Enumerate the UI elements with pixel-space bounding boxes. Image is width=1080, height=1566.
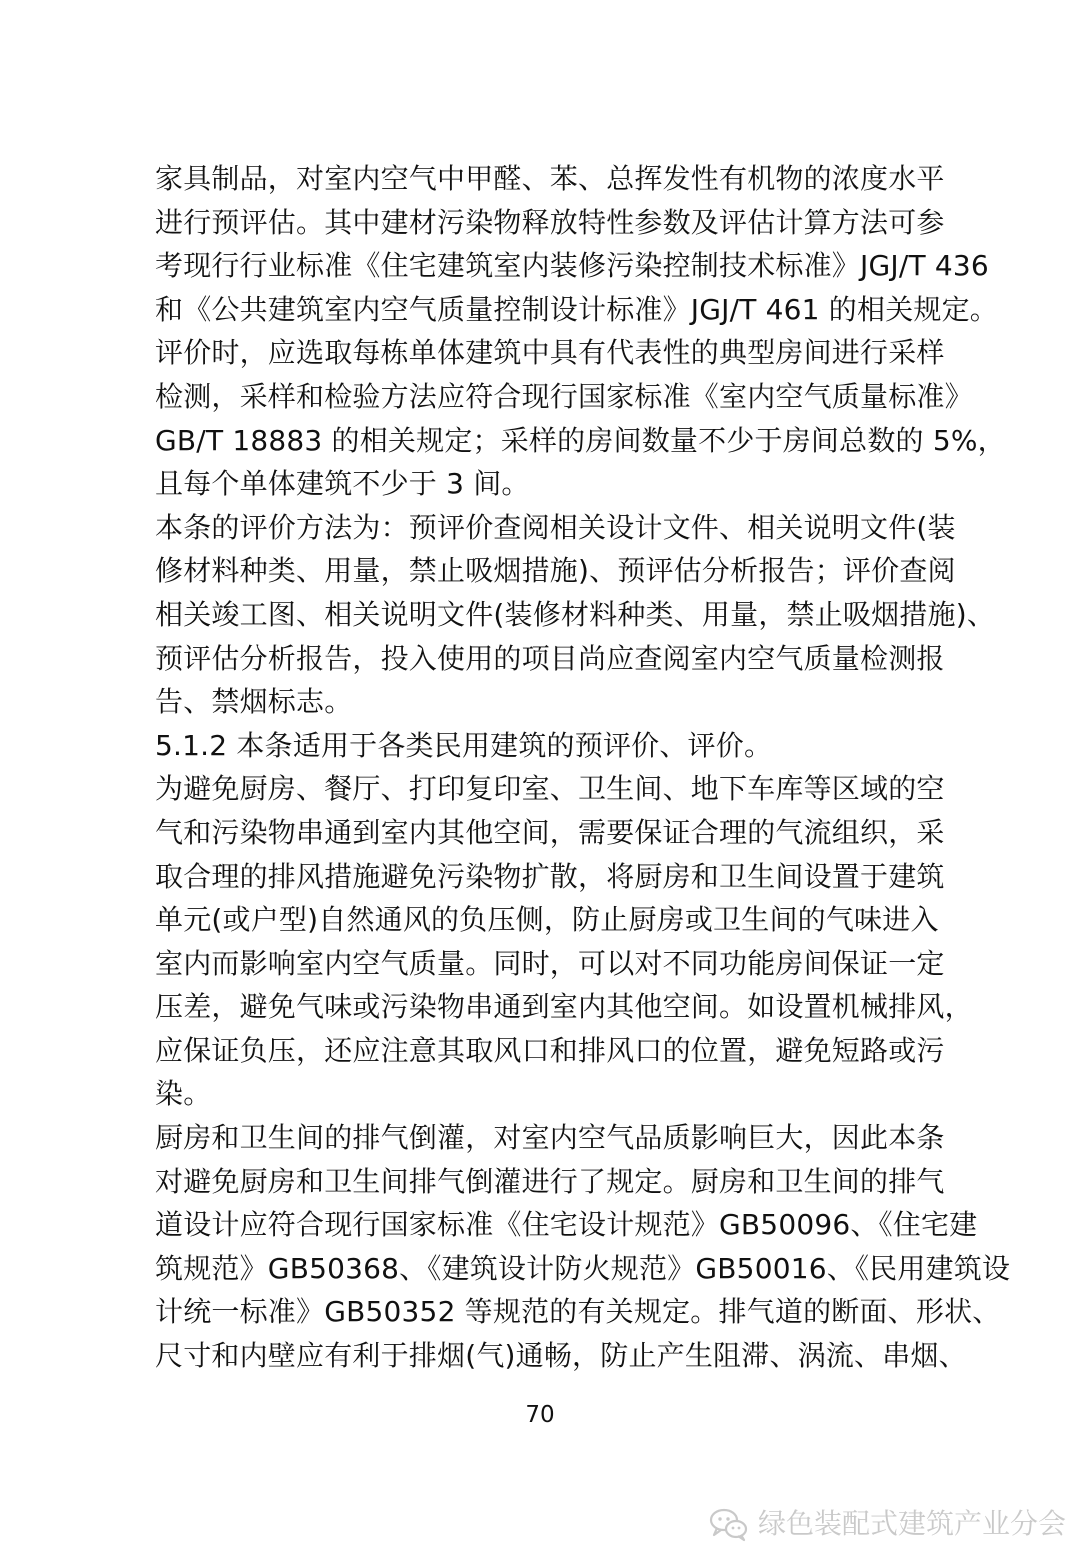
text-line: 染。	[155, 1077, 212, 1111]
wechat-watermark	[708, 1503, 1066, 1545]
text-line: 道设计应符合现行国家标准《住宅设计规范》GB50096、《住宅建	[155, 1208, 978, 1242]
text-line: 预评估分析报告，投入使用的项目尚应查阅室内空气质量检测报	[155, 641, 945, 675]
text-line: 应保证负压，还应注意其取风口和排风口的位置，避免短路或污	[155, 1033, 945, 1067]
text-line: 筑规范》GB50368、《建筑设计防火规范》GB50016、《民用建筑设	[155, 1251, 1011, 1285]
text-line: GB/T 18883 的相关规定；采样的房间数量不少于房间总数的 5%，	[155, 423, 1006, 457]
text-line: 室内而影响室内空气质量。同时，可以对不同功能房间保证一定	[155, 946, 945, 980]
text-line: 本条的评价方法为：预评价查阅相关设计文件、相关说明文件(装	[155, 510, 956, 544]
text-line: 考现行行业标准《住宅建筑室内装修污染控制技术标准》JGJ/T 436	[155, 249, 989, 283]
text-line: 厨房和卫生间的排气倒灌，对室内空气品质影响巨大，因此本条	[155, 1121, 945, 1155]
text-line: 进行预评估。其中建材污染物释放特性参数及评估计算方法可参	[155, 205, 945, 239]
text-line: 和《公共建筑室内空气质量控制设计标准》JGJ/T 461 的相关规定。	[155, 292, 998, 326]
text-line: 检测，采样和检验方法应符合现行国家标准《室内空气质量标准》	[155, 379, 973, 413]
watermark-text: 绿色装配式建筑产业分会	[758, 1507, 1067, 1540]
page-number: 70	[525, 1402, 555, 1428]
wechat-icon	[708, 1506, 750, 1542]
text-line: 为避免厨房、餐厅、打印复印室、卫生间、地下车库等区域的空	[155, 772, 945, 806]
text-line: 家具制品，对室内空气中甲醛、苯、总挥发性有机物的浓度水平	[155, 162, 945, 195]
text-line: 计统一标准》GB50352 等规范的有关规定。排气道的断面、形状、	[155, 1295, 1001, 1329]
text-line: 尺寸和内壁应有利于排烟(气)通畅，防止产生阻滞、涡流、串烟、	[155, 1339, 967, 1373]
body-text	[155, 157, 1011, 1378]
section-heading-line: 5.1.2 本条适用于各类民用建筑的预评价、评价。	[155, 728, 773, 762]
text-line: 气和污染物串通到室内其他空间，需要保证合理的气流组织，采	[155, 815, 945, 849]
text-line: 单元(或户型)自然通风的负压侧，防止厨房或卫生间的气味进入	[155, 903, 939, 937]
text-line: 对避免厨房和卫生间排气倒灌进行了规定。厨房和卫生间的排气	[155, 1164, 945, 1198]
text-line: 压差，避免气味或污染物串通到室内其他空间。如设置机械排风，	[155, 990, 973, 1024]
text-line: 取合理的排风措施避免污染物扩散，将厨房和卫生间设置于建筑	[155, 859, 945, 893]
text-line: 评价时，应选取每栋单体建筑中具有代表性的典型房间进行采样	[155, 336, 945, 370]
text-line: 相关竣工图、相关说明文件(装修材料种类、用量，禁止吸烟措施)、	[155, 597, 996, 631]
text-line: 且每个单体建筑不少于 3 间。	[155, 467, 530, 501]
text-line: 告、禁烟标志。	[155, 685, 353, 719]
text-line: 修材料种类、用量，禁止吸烟措施)、预评估分析报告；评价查阅	[155, 554, 956, 588]
